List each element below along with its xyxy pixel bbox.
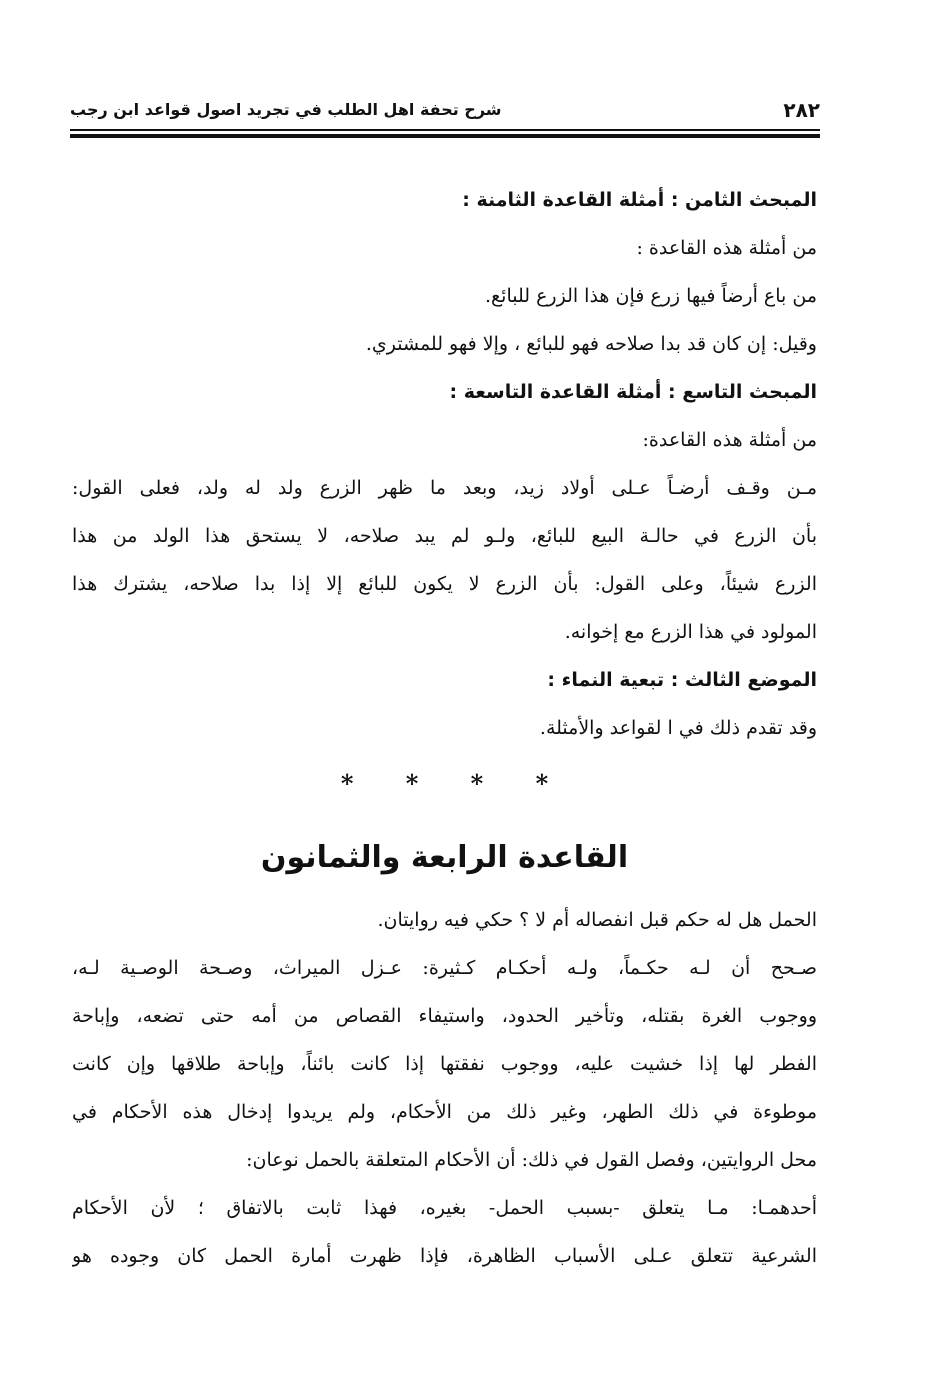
page-header [70,92,820,126]
page-number: ٢٨٢ [783,98,820,122]
text-line: من أمثلة هذه القاعدة : [636,237,817,259]
text-line: محل الروايتين، وفصل القول في ذلك: أن الأحكام المتعلقة بالحمل نوعان: [246,1149,817,1171]
separator-star: * [340,769,354,798]
section-separator [72,752,817,816]
text-line: أحدهمـا: مـا يتعلق -بسبب الحمل- بغيره، فهذا ثابت بالاتفاق ؛ لأن الأحكام [72,1197,817,1219]
separator-star: * [405,769,419,798]
section-heading: المبحث الثامن : أمثلة القاعدة الثامنة : [462,189,817,211]
text-line: صـحح أن لـه حكـماً، ولـه أحكـام كـثيرة: عـزل الميراث، وصـحة الوصـية لـه، [72,957,817,979]
section-heading: الموضع الثالث : تبعية النماء : [547,669,817,691]
text-line: الشرعية تتعلق عـلى الأسباب الظاهرة، فإذا ظهرت أمارة الحمل كان وجوده هو [72,1245,817,1267]
header-rule-thin [70,129,820,131]
text-line: وقد تقدم ذلك في ا لقواعد والأمثلة. [539,717,817,739]
header-rule-thick [70,134,820,138]
text-line: ووجوب الغرة بقتله، وتأخير الحدود، واستيفاء القصاص من أمه حتى تضعه، وإباحة [72,1005,817,1027]
text-line: بأن الزرع في حالـة البيع للبائع، ولـو لم يبد صلاحه، لا يستحق هذا الولد من هذا [72,525,817,547]
text-line: من أمثلة هذه القاعدة: [642,429,817,451]
text-line: وقيل: إن كان قد بدا صلاحه فهو للبائع ، وإلا فهو للمشتري. [365,333,817,355]
text-line: الفطر لها إذا خشيت عليه، ووجوب نفقتها إذا كانت بائناً، وإباحة طلاقها وإن كانت [72,1053,817,1075]
rule-title: القاعدة الرابعة والثمانون [260,840,629,875]
page-body [72,176,817,1280]
text-line: من باع أرضاً فيها زرع فإن هذا الزرع للبائع. [485,285,817,307]
text-line: مـن وقـف أرضـاً عـلى أولاد زيد، وبعد ما ظهر الزرع ولد له ولد، فعلى القول: [72,477,817,499]
section-rule-84 [72,896,817,1280]
text-line: الحمل هل له حكم قبل انفصاله أم لا ؟ حكي فيه روايتان. [377,909,817,931]
section-eighth-ninth-examples [72,176,817,752]
text-line: الزرع شيئاً، وعلى القول: بأن الزرع لا يكون للبائع إلا إذا بدا صلاحه، يشترك هذا [72,573,817,595]
separator-star: * [470,769,484,798]
separator-star: * [535,769,549,798]
text-line: موطوءة في ذلك الطهر، وغير ذلك من الأحكام، ولم يريدوا إدخال هذه الأحكام في [72,1101,817,1123]
running-title: شرح تحفة اهل الطلب في تجريد اصول قواعد ابن رجب [70,100,502,119]
section-heading: المبحث التاسع : أمثلة القاعدة التاسعة : [449,381,817,403]
text-line: المولود في هذا الزرع مع إخوانه. [564,621,817,643]
